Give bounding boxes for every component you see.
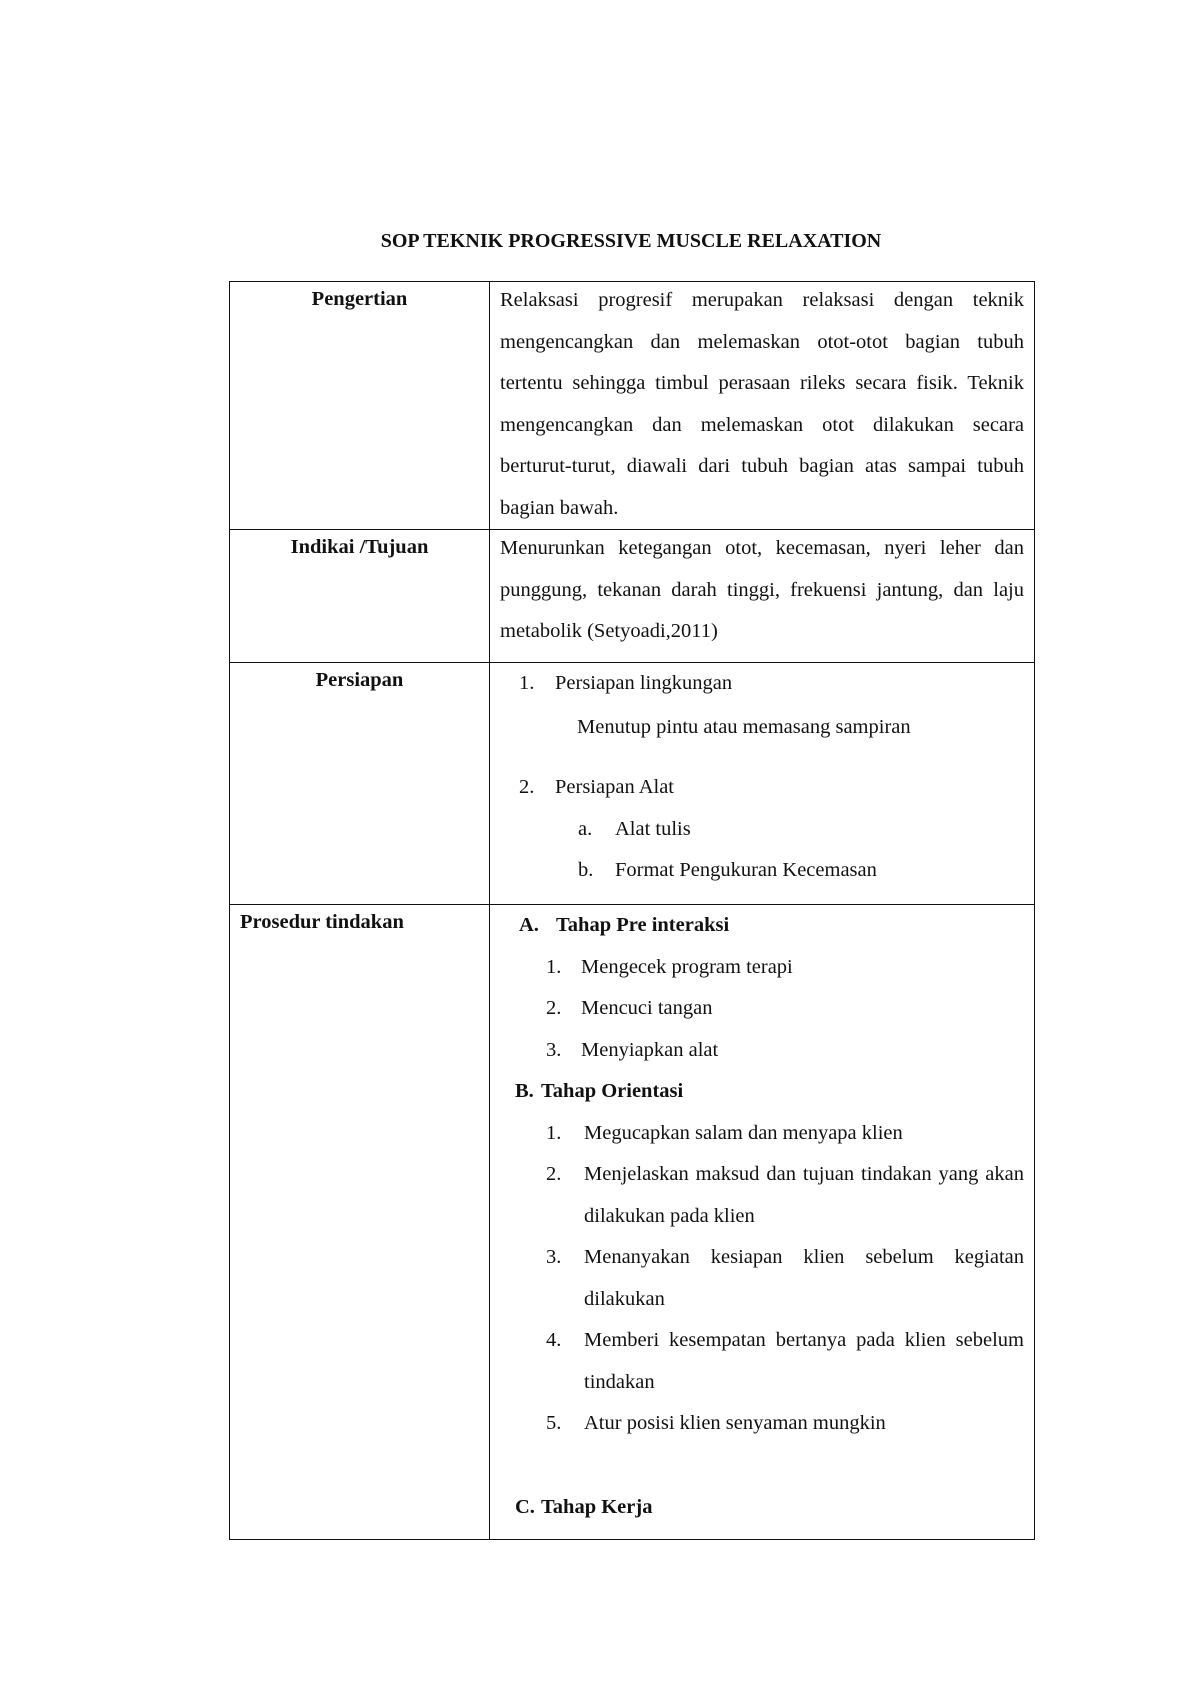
item-letter: a.: [578, 817, 593, 840]
item-text: Mencuci tangan: [581, 997, 713, 1019]
row-label-pengertian: Pengertian: [311, 288, 408, 310]
item-number: 1.: [546, 955, 562, 978]
section-heading-pre: [519, 905, 1024, 947]
item-text: Format Pengukuran Kecemasan: [615, 859, 877, 881]
table-row-persiapan: [230, 663, 1035, 905]
section-letter: A.: [519, 914, 539, 936]
section-heading-orientasi: [515, 1071, 1024, 1113]
list-item: [578, 850, 1024, 892]
section-letter: C.: [515, 1495, 535, 1518]
item-text: Memberi kesempatan bertanya pada klien sebelum tindakan: [584, 1329, 1024, 1393]
item-text: Megucapkan salam dan menyapa klien: [584, 1121, 903, 1144]
list-item: [546, 947, 1024, 989]
list-item: [519, 767, 1024, 809]
content-cell: [490, 282, 1035, 530]
row-label-persiapan: Persiapan: [315, 669, 404, 691]
item-text: Mengecek program terapi: [581, 955, 793, 978]
section-heading-kerja: [515, 1487, 1024, 1529]
list-item: [578, 809, 1024, 851]
item-number: 3.: [546, 1246, 562, 1268]
item-text: Atur posisi klien senyaman mungkin: [584, 1412, 886, 1434]
section-title: Tahap Kerja: [541, 1495, 653, 1518]
item-number: 5.: [546, 1412, 562, 1434]
label-cell: [230, 663, 490, 905]
list-item: [546, 988, 1024, 1030]
list-item: [546, 1320, 1024, 1403]
item-letter: b.: [578, 859, 594, 881]
row-label-indikasi: Indikai /Tujuan: [290, 536, 429, 558]
item-number: 2.: [519, 776, 535, 798]
item-number: 3.: [546, 1038, 562, 1061]
label-cell: [230, 282, 490, 530]
row-label-prosedur: Prosedur tindakan: [240, 911, 404, 933]
document-title: SOP TEKNIK PROGRESSIVE MUSCLE RELAXATION: [380, 230, 882, 252]
table-row-prosedur: [230, 905, 1035, 1540]
label-cell: [230, 530, 490, 663]
label-cell: [230, 905, 490, 1540]
item-number: 2.: [546, 1163, 562, 1185]
section-title: Tahap Orientasi: [541, 1080, 684, 1102]
table-row-indikasi: [230, 530, 1035, 663]
list-item: [519, 663, 1024, 705]
item-text: Menjelaskan maksud dan tujuan tindakan yang akan dilakukan pada klien: [584, 1163, 1024, 1227]
section-title: Tahap Pre interaksi: [556, 914, 730, 936]
list-item: [546, 1237, 1024, 1320]
item-number: 2.: [546, 997, 562, 1019]
item-text: Persiapan lingkungan: [555, 672, 733, 694]
item-text: Menyiapkan alat: [581, 1038, 719, 1061]
sop-table: [229, 281, 1035, 1540]
item-text: Alat tulis: [615, 817, 691, 840]
content-cell: [490, 905, 1035, 1540]
indikasi-text: Menurunkan ketegangan otot, kecemasan, nyeri leher dan punggung, tekanan darah tinggi, frekuensi jantung, dan laju metabolik (Setyoadi,2011): [500, 537, 1024, 642]
item-detail: Menutup pintu atau memasang sampiran: [577, 715, 911, 738]
list-item: [546, 1113, 1024, 1155]
item-number: 1.: [546, 1121, 562, 1144]
item-text: Persiapan Alat: [555, 776, 674, 798]
item-number: 1.: [519, 672, 535, 694]
list-item: [546, 1030, 1024, 1072]
pengertian-text: Relaksasi progresif merupakan relaksasi dengan teknik mengencangkan dan melemaskan otot-otot bagian tubuh tertentu sehingga timbul perasaan rileks secara fisik. Teknik mengencangkan dan melemaskan otot dilakukan secara berturut-turut, diawali dari tubuh bagian atas sampai tubuh bagian bawah.: [500, 289, 1024, 519]
item-number: 4.: [546, 1329, 562, 1351]
table-row-pengertian: [230, 282, 1035, 530]
content-cell: [490, 530, 1035, 663]
item-text: Menanyakan kesiapan klien sebelum kegiatan dilakukan: [584, 1246, 1024, 1310]
section-letter: B.: [515, 1080, 534, 1102]
list-item: [546, 1154, 1024, 1237]
content-cell: [490, 663, 1035, 905]
list-item: [546, 1403, 1024, 1445]
